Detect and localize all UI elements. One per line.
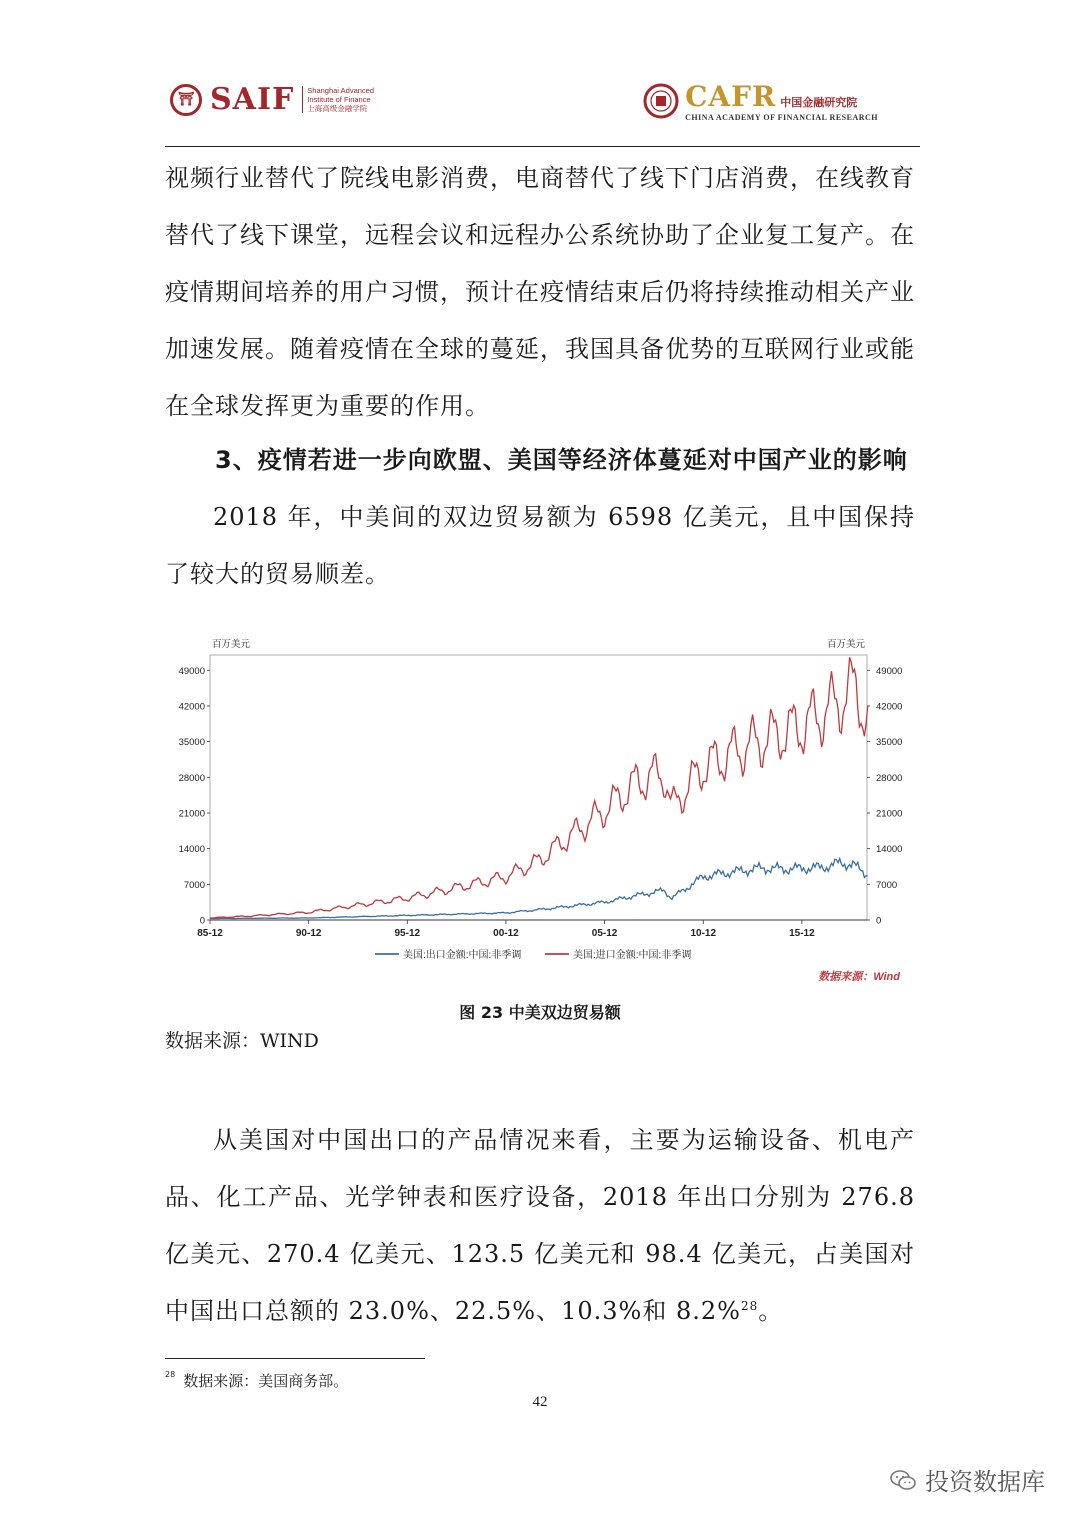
trade-chart-svg [178,628,912,990]
y-tick-label-left: 14000 [178,844,205,856]
x-tick-label: 90-12 [295,928,322,939]
section-heading: 3、疫情若进一步向欧盟、美国等经济体蔓延对中国产业的影响 [215,446,908,474]
paragraph-internet-industry: 视频行业替代了院线电影消费，电商替代了线下门店消费，在线教育替代了线下课堂，远程会议和远程办公系统协助了企业复工复产。在疫情期间培养的用户习惯，预计在疫情结束后仍将持续推动相关产业加速发展。随着疫情在全球的蔓延，我国具备优势的互联网行业或能在全球发挥更为重要的作用。 [165,164,915,420]
x-tick-label: 10-12 [690,928,717,939]
y-tick-label-right: 14000 [876,844,903,856]
y-tick-label-right: 7000 [876,879,898,891]
y-tick-label-left: 28000 [178,772,205,784]
footnote-divider [165,1358,425,1359]
x-tick-label: 15-12 [789,928,815,939]
y-tick-label-right: 35000 [876,737,903,749]
trade-chart [178,628,912,990]
wechat-icon [889,1469,917,1491]
figure-source: 数据来源：WIND [165,1030,319,1052]
saif-logo-wordmark: SAIF [210,82,295,117]
y-tick-label-left: 49000 [178,665,205,677]
cafr-logo-english: CHINA ACADEMY OF FINANCIAL RESEARCH [685,113,878,122]
saif-logo-subtitle: Shanghai Advanced Institute of Finance 上海高级金融学院 [302,86,374,113]
plot-frame [210,655,867,920]
header-divider [165,146,920,147]
cafr-logo-chinese: 中国金融研究院 [780,96,858,109]
saif-seal-icon: ⛩ [170,84,202,116]
cafr-logo [643,80,878,122]
watermark: 投资数据库 [889,1462,1045,1497]
series-line-imports [210,657,868,918]
saif-logo [170,82,374,117]
footnote: $^{28}$ 数据来源：美国商务部。 [165,1370,349,1390]
footnote-ref[interactable]: 28 [740,1299,759,1313]
x-tick-label: 95-12 [394,928,421,939]
y-unit-label-left: 百万美元 [212,639,251,650]
y-tick-label-right: 42000 [876,701,903,713]
y-tick-label-left: 7000 [183,879,205,891]
series-line-exports [210,859,868,919]
page-header [165,70,920,150]
figure-caption: 图 23 中美双边贸易额 [459,1003,621,1022]
y-tick-label-right: 49000 [876,665,903,677]
y-tick-label-left: 21000 [178,808,205,820]
legend-label: 美国:进口金额:中国:非季调 [573,950,692,961]
x-tick-label: 85-12 [197,928,223,939]
y-tick-label-right: 21000 [876,808,903,820]
x-tick-label: 00-12 [493,928,519,939]
cafr-logo-wordmark: CAFR [685,80,777,113]
y-tick-label-left: 35000 [178,737,205,749]
cafr-seal-icon [643,83,679,119]
chart-source-note: 数据来源：Wind [818,971,900,983]
x-tick-label: 05-12 [591,928,618,939]
page-number: 42 [532,1394,548,1410]
y-tick-label-right: 0 [876,915,882,927]
paragraph-trade-volume: 2018 年，中美间的双边贸易额为 6598 亿美元，且中国保持了较大的贸易顺差。 [165,503,915,588]
y-tick-label-right: 28000 [876,772,903,784]
y-tick-label-left: 0 [199,915,205,927]
y-tick-label-left: 42000 [178,701,205,713]
y-unit-label-right: 百万美元 [826,639,865,650]
legend-label: 美国:出口金额:中国:非季调 [403,950,522,961]
paragraph-us-exports: 从美国对中国出口的产品情况来看，主要为运输设备、机电产品、化工产品、光学钟表和医疗设备，2018 年出口分别为 276.8 亿美元、270.4 亿美元、123.5 亿美元和 98.4 亿美元，占美国对中国出口总额的 23.0%、22.5%、10.3%和 8.2%$^{28}$。 [165,1126,915,1325]
